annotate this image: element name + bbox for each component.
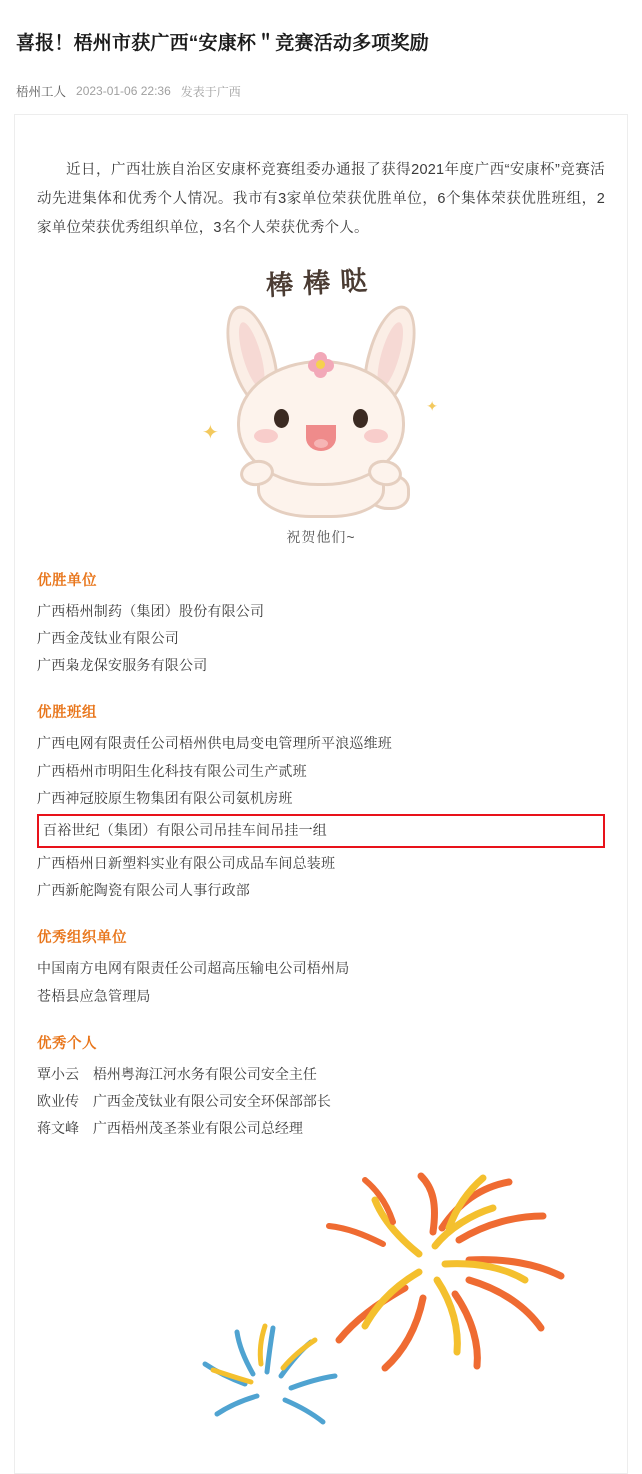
bunny-eye-left-icon [274,409,289,428]
list-item: 广西新舵陶瓷有限公司人事行政部 [37,881,250,898]
list-item: 苍梧县应急管理局 [37,987,151,1004]
list-item: 广西梧州制药（集团）股份有限公司 [37,602,265,619]
list-item: 广西电网有限责任公司梧州供电局变电管理所平浪巡维班 [37,735,392,752]
sparkle-icon: ✦ [426,397,438,414]
section-title: 优胜班组 [37,705,97,722]
illustration-caption: 祝贺他们~ [286,528,356,545]
publish-location: 发表于广西 [180,84,241,99]
page-title: 喜报！梧州市获广西“安康杯＂竞赛活动多项奖励 [16,32,429,54]
person-detail: 广西金茂钛业有限公司安全环保部部长 [92,1093,331,1110]
publish-date: 2023-01-06 22:36 [76,84,171,99]
award-section [37,926,605,1010]
article-body-card [14,114,628,1474]
flower-icon [308,352,334,378]
illustration-headline: 棒棒哒 [264,264,378,302]
person-detail: 广西梧州茂圣茶业有限公司总经理 [92,1120,303,1137]
section-title: 优秀个人 [37,1035,97,1052]
list-item: 广西梧州日新塑料实业有限公司成品车间总装班 [37,854,336,871]
bunny-mascot-icon [196,302,446,517]
person-detail: 梧州粤海江河水务有限公司安全主任 [92,1065,317,1082]
article-meta [0,70,642,114]
list-item [37,1115,605,1142]
intro-paragraph: 近日，广西壮族自治区安康杯竞赛组委办通报了获得2021年度广西“安康杯”竞赛活动先进集体和优秀个人情况。我市有3家单位荣获优胜单位，6个集体荣获优胜班组，2家单位荣获优秀组织单位，3名个人荣获优秀个人。 [37,161,605,236]
bunny-mouth-icon [306,425,336,451]
person-name: 欧业传 [37,1093,79,1110]
list-item: 广西金茂钛业有限公司 [37,629,179,646]
author-name[interactable]: 梧州工人 [16,85,67,100]
section-title: 优胜单位 [37,572,97,589]
sparkle-icon: ✦ [202,421,219,444]
celebration-illustration [161,261,481,547]
list-item: 广西神冠胶原生物集团有限公司氨机房班 [37,790,293,807]
list-item: 广西梧州市明阳生化科技有限公司生产贰班 [37,762,307,779]
section-title: 优秀组织单位 [37,930,127,947]
list-item: 广西枭龙保安服务有限公司 [37,657,208,674]
list-item [37,1088,605,1115]
highlighted-list-item: 百裕世纪（集团）有限公司吊挂车间吊挂一组 [37,814,605,847]
bunny-eye-right-icon [353,409,368,428]
list-item: 中国南方电网有限责任公司超高压输电公司梧州局 [37,960,350,977]
award-section [37,1032,605,1143]
person-name: 蒋文峰 [37,1120,79,1137]
award-section [37,701,605,904]
fireworks-icon [187,1168,617,1428]
award-section [37,569,605,680]
list-item [37,1061,605,1088]
bunny-cheek-right-icon [364,429,388,443]
fireworks-illustration [37,1153,605,1433]
bunny-cheek-left-icon [254,429,278,443]
person-name: 覃小云 [37,1065,79,1082]
